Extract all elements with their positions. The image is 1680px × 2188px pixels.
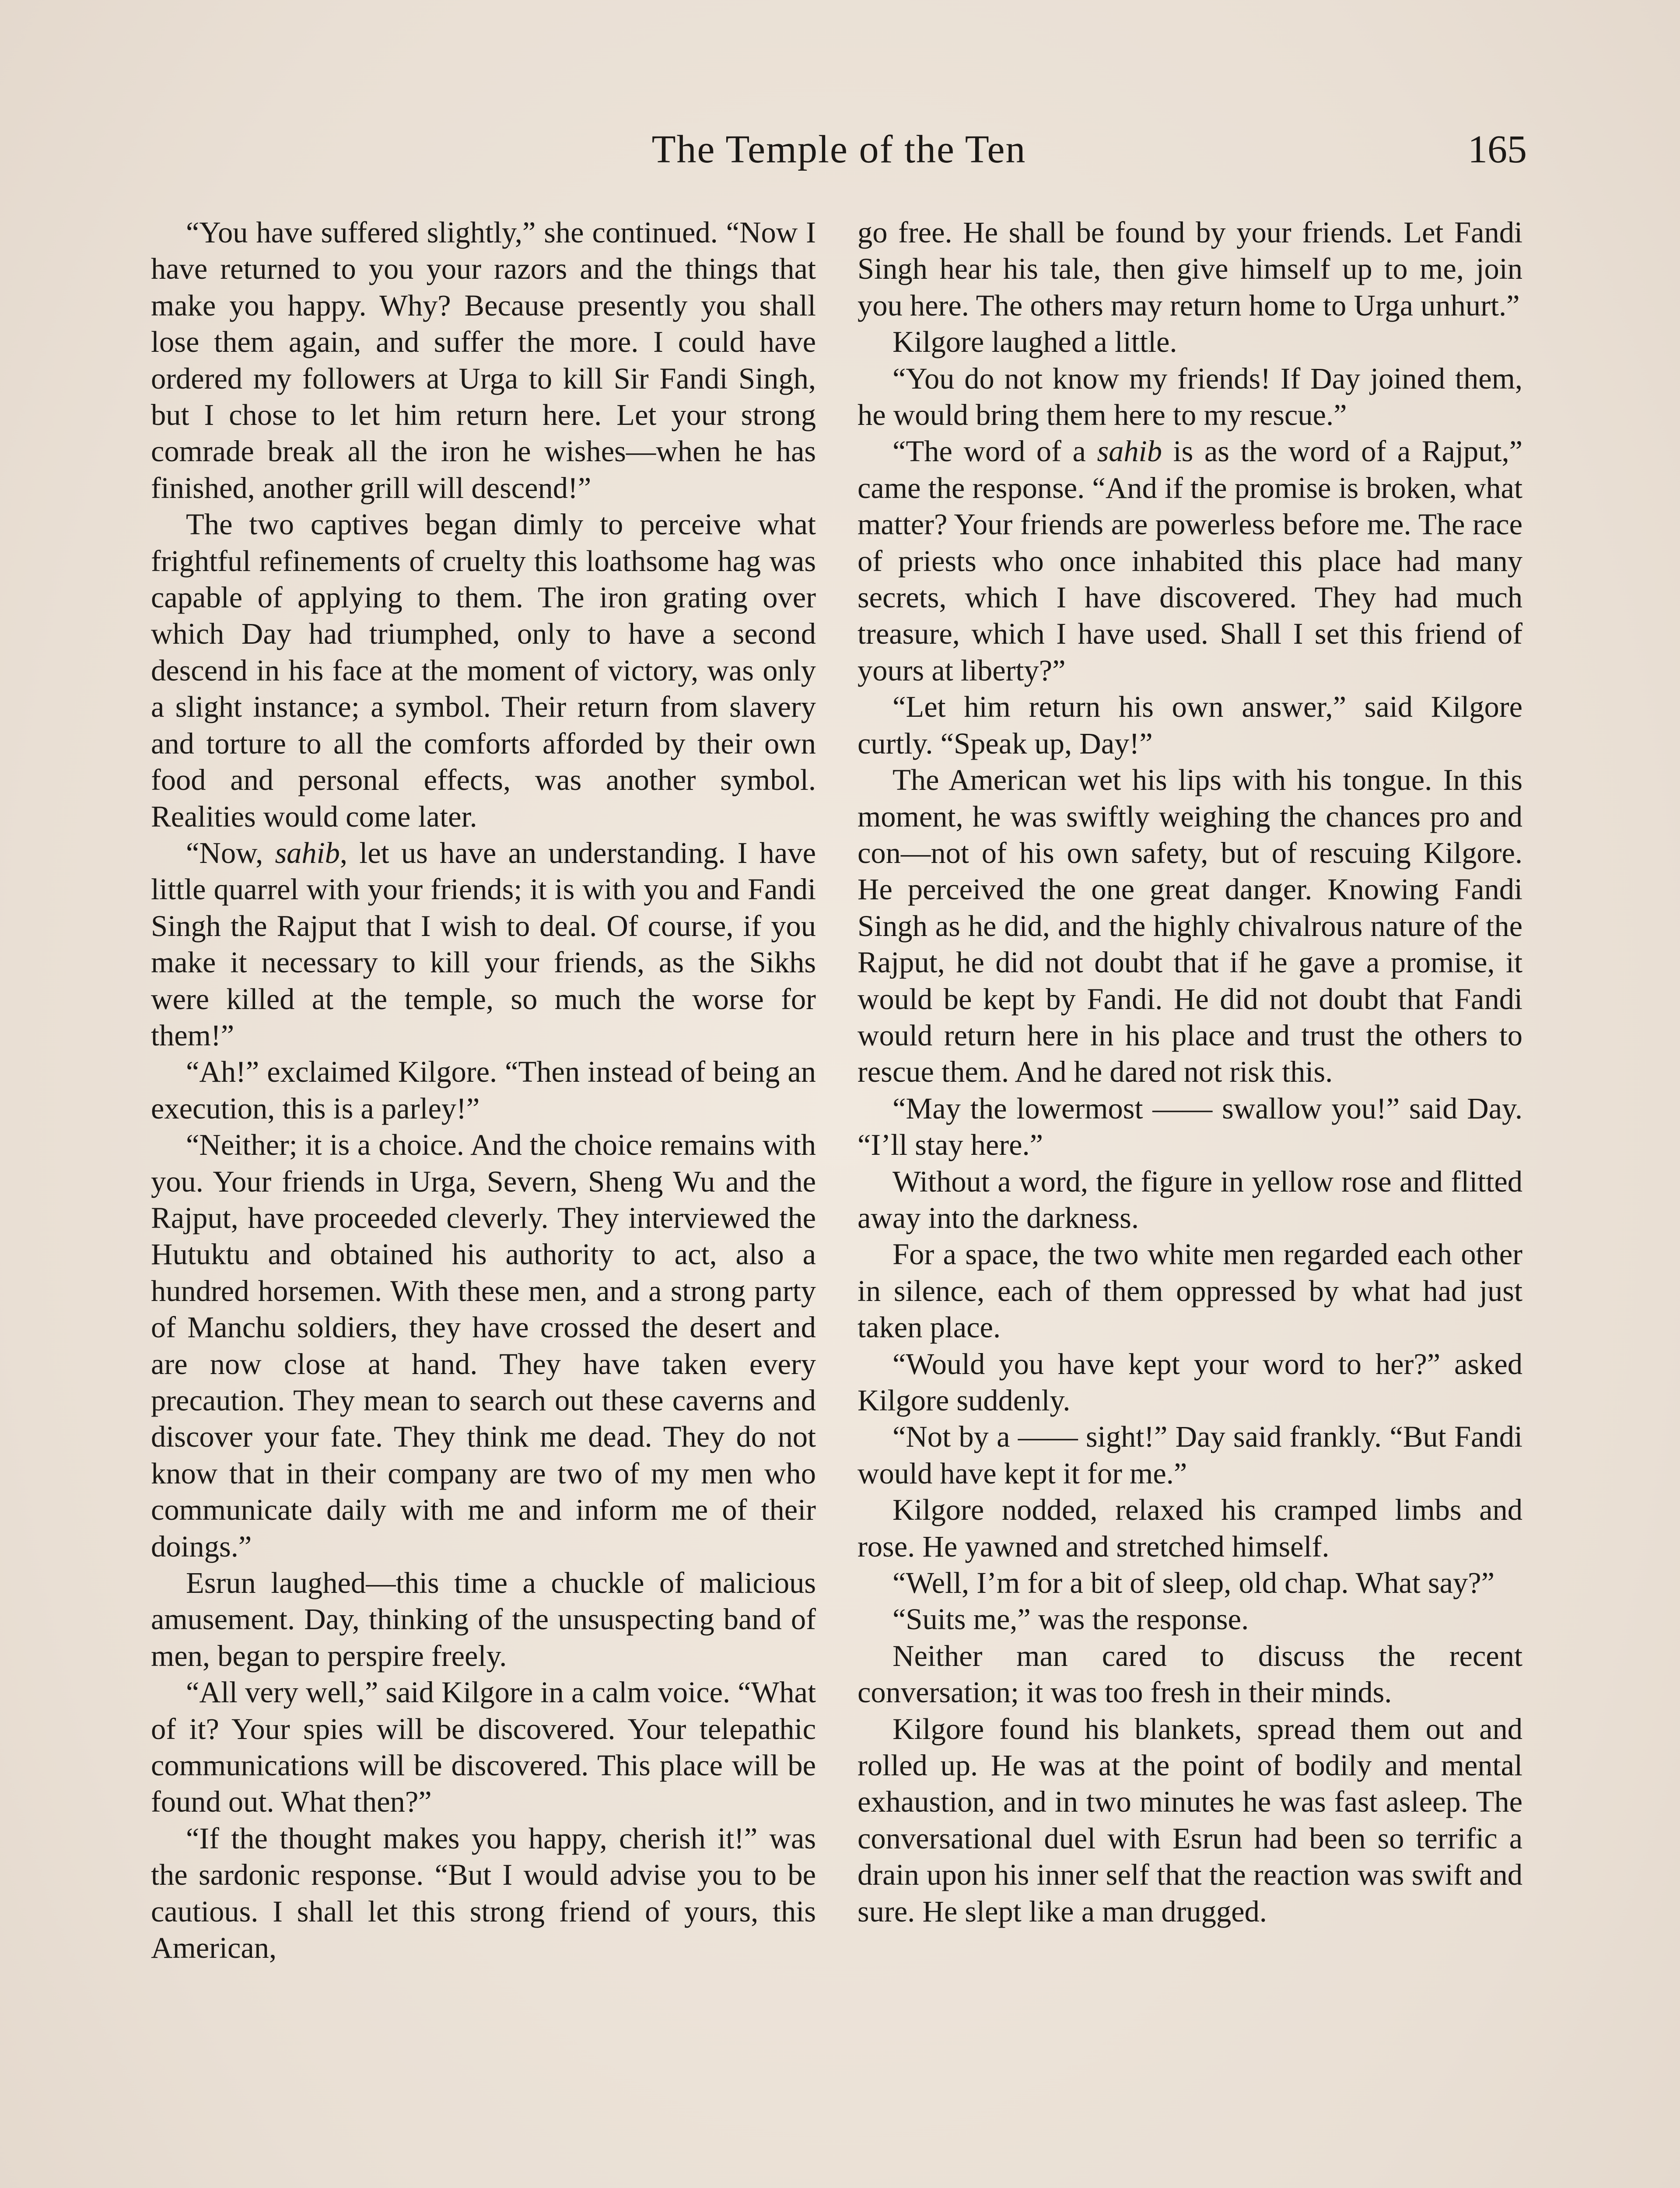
paragraph: “You have suffered slightly,” she continued. “Now I have returned to you your razors and the things that make you happy. Why? Because presently you shall lose them again, and suffer the more. I could have ordered my followers at Urga to kill Sir Fandi Singh, but I chose to let him return here. Let your strong comrade break all the iron he wishes—when he has finished, another grill will descend!” <box>151 216 816 505</box>
italic-text: sahib <box>1097 435 1162 468</box>
paragraph: The two captives began dimly to perceive what frightful refinements of cruelty this loathsome hag was capable of applying to them. The iron grating over which Day had triumphed, only to have a second descend in his face at the moment of victory, was only a slight instance; a symbol. Their return from slavery and torture to all the comforts afforded by their own food and personal effects, was another symbol. Realities would come later. <box>151 508 816 833</box>
paragraph: Kilgore laughed a little. <box>892 325 1177 359</box>
paragraph-text: , let us have an understanding. I have little quarrel with your friends; it is with you and Fandi Singh the Rajput that I wish to deal. Of course, if you make it necessary to kill your friends, as the Sikhs were killed at the temple, so much the worse for them!” <box>151 836 816 1052</box>
page-number: 165 <box>1468 128 1527 171</box>
paragraph: “Suits me,” was the response. <box>892 1602 1249 1636</box>
paragraph: For a space, the two white men regarded each other in silence, each of them oppressed by what had just taken place. <box>858 1238 1522 1344</box>
running-title: The Temple of the Ten <box>651 128 1026 171</box>
paragraph: Neither man cared to discuss the recent conversation; it was too fresh in their minds. <box>858 1639 1522 1709</box>
paragraph: “All very well,” said Kilgore in a calm voice. “What of it? Your spies will be discovered. Your telepathic communications will be discovered. This place will be found out. What then?” <box>151 1676 816 1819</box>
paragraph <box>858 433 1522 689</box>
page-header <box>151 127 1527 184</box>
paragraph-text: is as the word of a Rajput,” came the response. “And if the promise is broken, what matter? Your friends are powerless before me. The race of priests who once inhabited this place had many secrets, which I have discovered. They had much treasure, which I have used. Shall I set this friend of yours at liberty?” <box>858 435 1522 687</box>
paragraph-text: “Now, <box>186 836 275 870</box>
paragraph: “You do not know my friends! If Day joined them, he would bring them here to my rescue.” <box>858 361 1522 432</box>
italic-text: sahib <box>275 836 340 870</box>
paragraph: “Would you have kept your word to her?” asked Kilgore suddenly. <box>858 1347 1522 1417</box>
paragraph: Kilgore found his blankets, spread them out and rolled up. He was at the point of bodily and mental exhaustion, and in two minutes he was fast asleep. The conversational duel with Esrun had been so terrific a drain upon his inner self that the reaction was swift and sure. He slept like a man drugged. <box>858 1712 1522 1928</box>
right-text-column <box>858 214 1522 1930</box>
paragraph: “Neither; it is a choice. And the choice remains with you. Your friends in Urga, Severn, Sheng Wu and the Rajput, have proceeded cleverly. They interviewed the Hutuktu and obtained his authority to act, also a hundred horsemen. With these men, and a strong party of Manchu soldiers, they have crossed the desert and are now close at hand. They have taken every precaution. They mean to search out these caverns and discover your fate. They think me dead. They do not know that in their company are two of my men who communicate daily with me and inform me of their doings.” <box>151 1128 816 1563</box>
paragraph: “Let him return his own answer,” said Kilgore curtly. “Speak up, Day!” <box>858 690 1522 760</box>
left-text-column <box>151 214 816 1967</box>
paragraph: Esrun laughed—this time a chuckle of malicious amusement. Day, thinking of the unsuspecting band of men, began to perspire freely. <box>151 1566 816 1673</box>
paragraph <box>151 835 816 1054</box>
paragraph: “If the thought makes you happy, cherish it!” was the sardonic response. “But I would advise you to be cautious. I shall let this strong friend of yours, this American, <box>151 1821 816 1965</box>
paragraph: Without a word, the figure in yellow rose and flitted away into the darkness. <box>858 1164 1522 1234</box>
paragraph: The American wet his lips with his tongue. In this moment, he was swiftly weighing the chances pro and con—not of his own safety, but of rescuing Kilgore. He perceived the one great danger. Knowing Fandi Singh as he did, and the highly chivalrous nature of the Rajput, he did not doubt that if he gave a promise, it would be kept by Fandi. He did not doubt that Fandi would return here in his place and trust the others to rescue them. And he dared not risk this. <box>858 763 1522 1089</box>
paragraph: “May the lowermost —— swallow you!” said Day. “I’ll stay here.” <box>858 1091 1522 1162</box>
paragraph: go free. He shall be found by your friends. Let Fandi Singh hear his tale, then give himself up to me, join you here. The others may return home to Urga unhurt.” <box>858 216 1522 322</box>
paragraph-text: “The word of a <box>892 435 1097 468</box>
paragraph: Kilgore nodded, relaxed his cramped limbs and rose. He yawned and stretched himself. <box>858 1493 1522 1563</box>
paragraph: “Well, I’m for a bit of sleep, old chap. What say?” <box>892 1566 1495 1600</box>
paragraph: “Ah!” exclaimed Kilgore. “Then instead of being an execution, this is a parley!” <box>151 1055 816 1125</box>
paragraph: “Not by a —— sight!” Day said frankly. “But Fandi would have kept it for me.” <box>858 1420 1522 1490</box>
